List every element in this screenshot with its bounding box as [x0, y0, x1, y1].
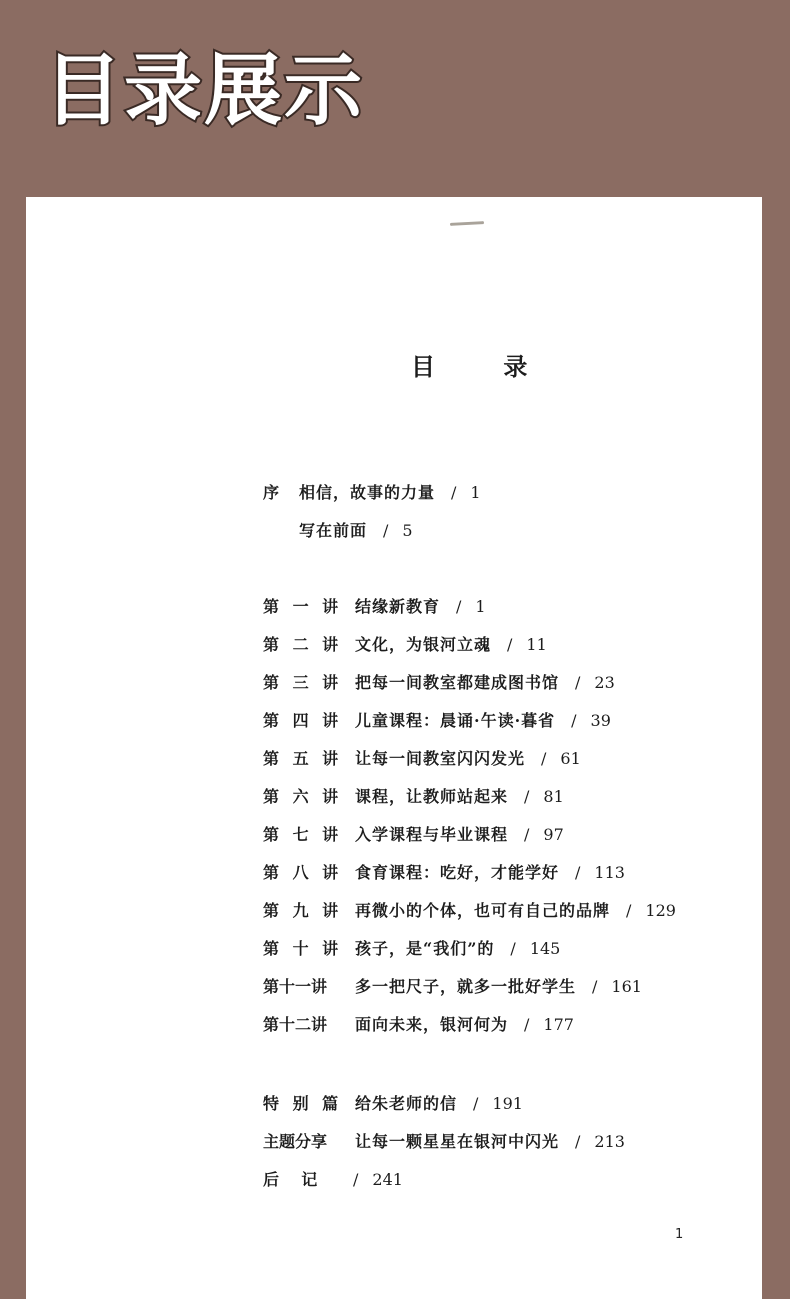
toc-entry-lecture-5[interactable]	[263, 748, 581, 770]
toc-entry-page: 81	[543, 787, 564, 806]
toc-entry-page: 129	[645, 901, 676, 920]
toc-entry-label: 主题分享	[263, 1132, 328, 1151]
toc-entry-lecture-11[interactable]	[263, 976, 642, 998]
toc-entry-page: 145	[529, 939, 561, 958]
page-title: 目 录	[411, 352, 558, 381]
toc-entry-lecture-2[interactable]	[263, 634, 547, 656]
toc-entry-lecture-3[interactable]	[263, 672, 615, 694]
toc-entry-separator: /	[451, 483, 457, 502]
toc-page	[26, 197, 762, 1299]
toc-entry-label: 序	[263, 483, 280, 502]
toc-entry-label: 第 八 讲	[263, 863, 343, 882]
toc-entry-page: 161	[611, 977, 642, 996]
toc-entry-page: 61	[560, 749, 581, 768]
toc-entry-title: 给朱老师的信	[355, 1094, 458, 1113]
toc-entry-title: 多一把尺子，就多一批好学生	[355, 977, 577, 996]
toc-entry-separator: /	[524, 825, 530, 844]
toc-entry-special[interactable]	[263, 1093, 523, 1115]
toc-entry-separator: /	[592, 977, 598, 996]
toc-entry-separator: /	[510, 939, 516, 958]
toc-entry-title: 把每一间教室都建成图书馆	[355, 673, 560, 692]
toc-entry-afterword[interactable]	[263, 1169, 403, 1191]
toc-entry-page: 39	[590, 711, 611, 730]
toc-entry-label: 第十二讲	[263, 1015, 328, 1034]
toc-entry-label: 后 记	[263, 1170, 318, 1189]
toc-entry-label: 第 十 讲	[263, 939, 343, 958]
page-number: 1	[675, 1227, 684, 1242]
toc-entry-title: 结缘新教育	[355, 597, 441, 616]
toc-entry-page: 213	[594, 1132, 625, 1151]
toc-entry-lecture-1[interactable]	[263, 596, 486, 618]
toc-entry-label: 第十一讲	[263, 977, 328, 996]
banner-title: 目录展示	[44, 46, 365, 136]
toc-entry-theme-sharing[interactable]	[263, 1131, 625, 1153]
toc-entry-page: 113	[594, 863, 625, 882]
page-smudge	[450, 221, 484, 226]
toc-entry-title: 孩子，是“我们”的	[355, 939, 495, 958]
toc-entry-separator: /	[626, 901, 632, 920]
toc-entry-label: 第 六 讲	[263, 787, 343, 806]
toc-entry-page: 1	[475, 597, 486, 616]
toc-entry-title: 食育课程：吃好，才能学好	[355, 863, 560, 882]
toc-entry-page: 5	[402, 521, 413, 540]
toc-entry-separator: /	[571, 711, 577, 730]
toc-entry-title: 课程，让教师站起来	[355, 787, 509, 806]
toc-entry-separator: /	[456, 597, 462, 616]
toc-entry-page: 177	[543, 1015, 574, 1034]
toc-entry-label: 第 五 讲	[263, 749, 343, 768]
toc-entry-lecture-10[interactable]	[263, 938, 560, 960]
toc-entry-label: 第 三 讲	[263, 673, 343, 692]
toc-entry-page: 11	[526, 635, 547, 654]
toc-entry-label: 第 四 讲	[263, 711, 343, 730]
toc-entry-lecture-6[interactable]	[263, 786, 564, 808]
toc-entry-label: 第 九 讲	[263, 901, 343, 920]
toc-entry-page: 23	[594, 673, 615, 692]
toc-entry-title: 相信，故事的力量	[299, 483, 436, 502]
toc-entry-separator: /	[575, 673, 581, 692]
toc-entry-label: 第 一 讲	[263, 597, 343, 616]
toc-entry-title: 儿童课程：晨诵·午读·暮省	[355, 711, 556, 730]
toc-entry-separator: /	[353, 1170, 359, 1189]
toc-entry-lecture-9[interactable]	[263, 900, 676, 922]
toc-entry-title: 再微小的个体，也可有自己的品牌	[355, 901, 611, 920]
toc-entry-separator: /	[524, 1015, 530, 1034]
toc-entry-page: 97	[543, 825, 564, 844]
toc-entry-page: 1	[470, 483, 481, 502]
toc-entry-title: 面向未来，银河何为	[355, 1015, 509, 1034]
toc-entry-separator: /	[575, 863, 581, 882]
toc-entry-separator: /	[575, 1132, 581, 1151]
toc-entry-separator: /	[473, 1094, 479, 1113]
toc-entry-title: 文化，为银河立魂	[355, 635, 492, 654]
toc-entry-separator: /	[541, 749, 547, 768]
toc-entry-separator: /	[507, 635, 513, 654]
toc-entry-preface[interactable]	[263, 482, 481, 504]
toc-entry-label: 第 七 讲	[263, 825, 343, 844]
toc-entry-lecture-4[interactable]	[263, 710, 611, 732]
toc-entry-separator: /	[524, 787, 530, 806]
toc-entry-title: 写在前面	[299, 521, 368, 540]
toc-entry-label: 特 别 篇	[263, 1094, 343, 1113]
toc-entry-lecture-12[interactable]	[263, 1014, 574, 1036]
toc-entry-page: 191	[492, 1094, 523, 1113]
toc-entry-label: 第 二 讲	[263, 635, 343, 654]
toc-entry-page: 241	[372, 1170, 403, 1189]
toc-entry-separator: /	[383, 521, 389, 540]
toc-entry-lecture-8[interactable]	[263, 862, 625, 884]
toc-entry-title: 入学课程与毕业课程	[355, 825, 509, 844]
toc-entry-lecture-7[interactable]	[263, 824, 564, 846]
toc-entry-foreword[interactable]	[263, 520, 413, 542]
toc-entry-title: 让每一间教室闪闪发光	[355, 749, 526, 768]
toc-entry-title: 让每一颗星星在银河中闪光	[355, 1132, 560, 1151]
